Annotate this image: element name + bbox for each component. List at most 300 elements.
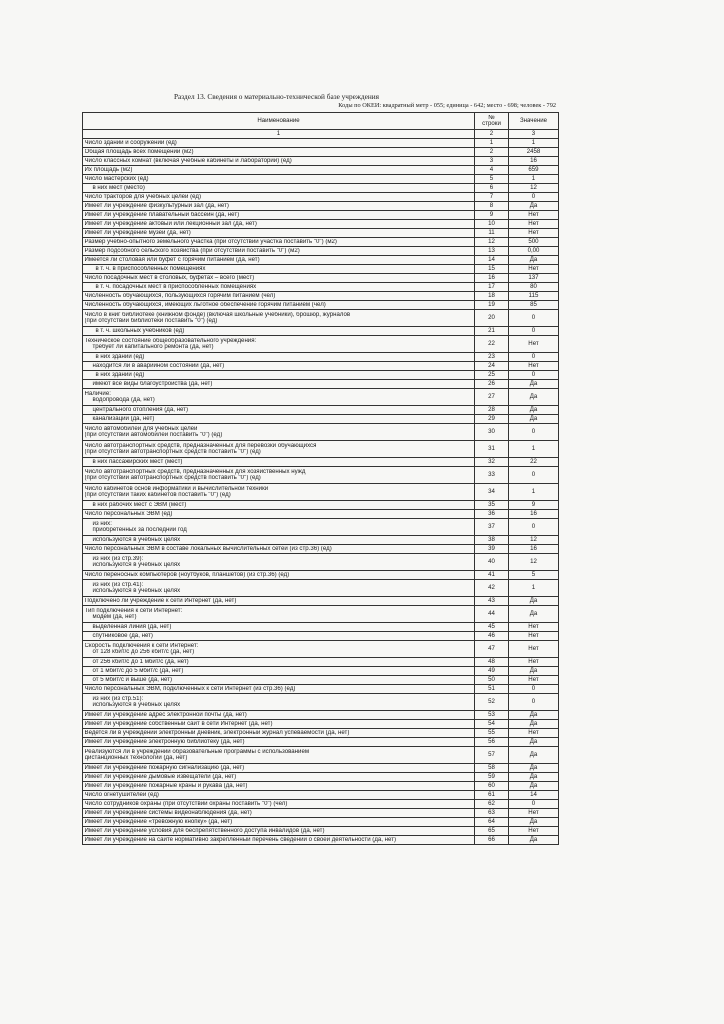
row-label-line: используются в учебных целях bbox=[92, 702, 181, 708]
row-label-line: Имеет ли учреждение музей (да, нет) bbox=[84, 229, 191, 236]
row-value: Да bbox=[509, 747, 559, 764]
row-value: Нет bbox=[509, 632, 559, 641]
row-number: 55 bbox=[475, 729, 509, 738]
row-number: 44 bbox=[475, 606, 509, 623]
row-value: Да bbox=[509, 380, 559, 389]
row-number: 31 bbox=[475, 441, 509, 458]
table-row bbox=[83, 536, 559, 545]
row-number: 25 bbox=[475, 371, 509, 380]
row-label bbox=[83, 510, 475, 519]
row-label-line: из них (из стр.51): bbox=[92, 695, 144, 702]
table-row bbox=[83, 836, 559, 845]
row-label bbox=[83, 265, 475, 274]
row-label bbox=[83, 658, 475, 667]
table-row bbox=[83, 623, 559, 632]
row-number: 50 bbox=[475, 676, 509, 685]
table-row bbox=[83, 827, 559, 836]
table-row bbox=[83, 729, 559, 738]
row-label-line: находится ли в аварийном состоянии (да, нет) bbox=[92, 362, 225, 369]
row-label-line: (при отсутствии автотранспортных средств поставить "0") (ед) bbox=[84, 449, 261, 455]
row-label-line: Имеет ли учреждение актовый или лекционный зал (да, нет) bbox=[84, 220, 257, 227]
row-number: 11 bbox=[475, 229, 509, 238]
row-label bbox=[83, 791, 475, 800]
row-value: 0 bbox=[509, 694, 559, 711]
table-row bbox=[83, 415, 559, 424]
table-row bbox=[83, 667, 559, 676]
row-value: 2458 bbox=[509, 148, 559, 157]
row-label bbox=[83, 193, 475, 202]
row-label-line: Размер подсобного сельского хозяйства (при отсутствии поставить "0") (м2) bbox=[84, 247, 300, 254]
row-value: Да bbox=[509, 389, 559, 406]
table-row bbox=[83, 467, 559, 484]
row-number: 52 bbox=[475, 694, 509, 711]
table-row bbox=[83, 571, 559, 580]
row-label-line: Число классных комнат (включая учебные кабинеты и лаборатории) (ед) bbox=[84, 157, 292, 164]
column-index-1: 1 bbox=[83, 130, 475, 139]
row-label-line: (при отсутствии таких кабинетов поставить "0") (ед) bbox=[84, 492, 231, 498]
row-label-line: Размер учебно-опытного земельного участка (при отсутствии участка поставить "0") (м2) bbox=[84, 238, 337, 245]
row-label-line: Реализуются ли в учреждении образовательные программы с использованием bbox=[84, 748, 310, 755]
row-label-line: Имеет ли учреждение «тревожную кнопку» (да, нет) bbox=[84, 818, 233, 825]
row-label bbox=[83, 667, 475, 676]
row-label bbox=[83, 202, 475, 211]
row-number: 2 bbox=[475, 148, 509, 157]
header-row-no-line2: строки bbox=[482, 121, 501, 127]
table-row bbox=[83, 545, 559, 554]
table-row bbox=[83, 501, 559, 510]
row-label bbox=[83, 818, 475, 827]
row-number: 6 bbox=[475, 184, 509, 193]
row-number: 33 bbox=[475, 467, 509, 484]
row-label-line: Имеется ли столовая или буфет с горячим питанием (да, нет) bbox=[84, 256, 260, 263]
row-label-line: Имеет ли учреждение электронную библиотеку (да, нет) bbox=[84, 738, 245, 745]
row-label bbox=[83, 353, 475, 362]
row-label-line: Ведется ли в учреждении электронный дневник, электронный журнал успеваемости (да, нет) bbox=[84, 729, 350, 736]
row-number: 19 bbox=[475, 301, 509, 310]
table-row bbox=[83, 184, 559, 193]
row-label-line: используются в учебных целях bbox=[92, 562, 181, 568]
table-row bbox=[83, 362, 559, 371]
row-value: 16 bbox=[509, 510, 559, 519]
row-label-line: Имеет ли учреждение физкультурный зал (да, нет) bbox=[84, 202, 229, 209]
row-number: 26 bbox=[475, 380, 509, 389]
row-label-line: Число посадочных мест в столовых, буфетах – всего (мест) bbox=[84, 274, 255, 281]
row-label bbox=[83, 711, 475, 720]
row-label-line: модем (да, нет) bbox=[92, 614, 137, 620]
row-number: 9 bbox=[475, 211, 509, 220]
row-number: 42 bbox=[475, 580, 509, 597]
row-label-line: (при отсутствии автотранспортных средств поставить "0") (ед) bbox=[84, 475, 261, 481]
table-row bbox=[83, 247, 559, 256]
row-label bbox=[83, 371, 475, 380]
table-row bbox=[83, 641, 559, 658]
row-number: 10 bbox=[475, 220, 509, 229]
header-row-no bbox=[475, 113, 509, 130]
table-row bbox=[83, 818, 559, 827]
row-number: 32 bbox=[475, 458, 509, 467]
row-label-line: от 128 кбит/с до 256 кбит/с (да, нет) bbox=[92, 649, 195, 655]
row-value: 0 bbox=[509, 327, 559, 336]
row-label-line: Число автотранспортных средств, предназначенных для перевозки обучающихся bbox=[84, 442, 317, 449]
row-label-line: Число мастерских (ед) bbox=[84, 175, 149, 182]
row-value: 12 bbox=[509, 184, 559, 193]
table-row bbox=[83, 580, 559, 597]
row-label bbox=[83, 424, 475, 441]
table-row bbox=[83, 800, 559, 809]
row-label-line: от 5 мбит/с и выше (да, нет) bbox=[92, 676, 172, 683]
row-label bbox=[83, 729, 475, 738]
row-value: 0 bbox=[509, 685, 559, 694]
row-number: 38 bbox=[475, 536, 509, 545]
table-row bbox=[83, 327, 559, 336]
row-number: 48 bbox=[475, 658, 509, 667]
row-label bbox=[83, 764, 475, 773]
table-row bbox=[83, 519, 559, 536]
row-value: 115 bbox=[509, 292, 559, 301]
table-row bbox=[83, 711, 559, 720]
table-row bbox=[83, 406, 559, 415]
row-value: Да bbox=[509, 597, 559, 606]
row-label bbox=[83, 827, 475, 836]
row-value: Нет bbox=[509, 362, 559, 371]
table-body bbox=[83, 139, 559, 845]
row-value: Да bbox=[509, 406, 559, 415]
row-value: Нет bbox=[509, 211, 559, 220]
row-label bbox=[83, 685, 475, 694]
row-label-line: Наличие: bbox=[84, 390, 111, 397]
row-label bbox=[83, 632, 475, 641]
table-row bbox=[83, 148, 559, 157]
row-label bbox=[83, 148, 475, 157]
row-label-line: Имеет ли учреждение пожарные краны и рукава (да, нет) bbox=[84, 782, 248, 789]
row-value: Нет bbox=[509, 809, 559, 818]
table-row bbox=[83, 139, 559, 148]
row-value: Да bbox=[509, 773, 559, 782]
row-value: Да bbox=[509, 782, 559, 791]
row-label bbox=[83, 545, 475, 554]
row-number: 7 bbox=[475, 193, 509, 202]
row-label-line: от 256 кбит/с до 1 мбит/с (да, нет) bbox=[92, 658, 189, 665]
row-number: 28 bbox=[475, 406, 509, 415]
row-number: 41 bbox=[475, 571, 509, 580]
table-row bbox=[83, 484, 559, 501]
row-label bbox=[83, 256, 475, 265]
table-row bbox=[83, 211, 559, 220]
row-label bbox=[83, 389, 475, 406]
table-row bbox=[83, 202, 559, 211]
table-row bbox=[83, 658, 559, 667]
row-label-line: используются в учебных целях bbox=[92, 536, 181, 543]
row-label bbox=[83, 336, 475, 353]
row-number: 61 bbox=[475, 791, 509, 800]
row-number: 62 bbox=[475, 800, 509, 809]
row-value: 22 bbox=[509, 458, 559, 467]
row-value: Да bbox=[509, 836, 559, 845]
row-label-line: Число автотранспортных средств, предназначенных для хозяйственных нужд bbox=[84, 468, 306, 475]
table-row bbox=[83, 694, 559, 711]
row-label bbox=[83, 274, 475, 283]
row-label-line: Подключено ли учреждение к сети Интернет (да, нет) bbox=[84, 597, 237, 604]
row-value: Да bbox=[509, 764, 559, 773]
row-value: 0 bbox=[509, 371, 559, 380]
table-row bbox=[83, 229, 559, 238]
row-label-line: Число переносных компьютеров (ноутбуков, планшетов) (из стр.36) (ед) bbox=[84, 571, 290, 578]
row-number: 20 bbox=[475, 310, 509, 327]
row-label bbox=[83, 554, 475, 571]
row-number: 65 bbox=[475, 827, 509, 836]
row-label-line: требует ли капитального ремонта (да, нет) bbox=[92, 344, 214, 350]
row-label bbox=[83, 484, 475, 501]
row-label bbox=[83, 738, 475, 747]
row-number: 29 bbox=[475, 415, 509, 424]
row-label-line: водопровода (да, нет) bbox=[92, 397, 155, 403]
row-label bbox=[83, 292, 475, 301]
row-label-line: в них зданий (ед) bbox=[95, 371, 145, 378]
row-value: 659 bbox=[509, 166, 559, 175]
row-label-line: Численность обучающихся, пользующихся горячим питанием (чел) bbox=[84, 292, 276, 299]
row-label-line: (при отсутствии библиотеки поставить "0") (ед) bbox=[84, 318, 218, 324]
table-row bbox=[83, 353, 559, 362]
header-value: Значение bbox=[509, 113, 559, 130]
row-label-line: канализации (да, нет) bbox=[92, 415, 155, 422]
row-label bbox=[83, 220, 475, 229]
row-label-line: имеют все виды благоустройства (да, нет) bbox=[92, 380, 213, 387]
row-value: Да bbox=[509, 415, 559, 424]
row-value: 0 bbox=[509, 519, 559, 536]
row-label-line: (при отсутствии автомобилей поставить "0") (ед) bbox=[84, 432, 223, 438]
row-label-line: выделенная линия (да, нет) bbox=[92, 623, 172, 630]
row-value: Да bbox=[509, 738, 559, 747]
table-row bbox=[83, 676, 559, 685]
row-label-line: Имеет ли учреждение собственный сайт в сети Интернет (да, нет) bbox=[84, 720, 273, 727]
row-value: 0 bbox=[509, 193, 559, 202]
row-label bbox=[83, 467, 475, 484]
row-number: 3 bbox=[475, 157, 509, 166]
row-number: 54 bbox=[475, 720, 509, 729]
row-label-line: используются в учебных целях bbox=[92, 588, 181, 594]
row-number: 12 bbox=[475, 238, 509, 247]
row-label bbox=[83, 773, 475, 782]
table-row bbox=[83, 809, 559, 818]
row-number: 30 bbox=[475, 424, 509, 441]
row-label-line: приобретенных за последний год bbox=[92, 527, 187, 533]
table-row bbox=[83, 782, 559, 791]
row-label bbox=[83, 229, 475, 238]
header-row-no-line1: № bbox=[488, 114, 495, 121]
table-row bbox=[83, 301, 559, 310]
row-label-line: Число зданий и сооружений (ед) bbox=[84, 139, 177, 146]
table-row bbox=[83, 175, 559, 184]
table-row bbox=[83, 166, 559, 175]
row-number: 34 bbox=[475, 484, 509, 501]
row-label-line: из них: bbox=[92, 520, 112, 527]
row-number: 46 bbox=[475, 632, 509, 641]
row-label bbox=[83, 641, 475, 658]
row-label bbox=[83, 809, 475, 818]
row-number: 49 bbox=[475, 667, 509, 676]
row-number: 43 bbox=[475, 597, 509, 606]
column-index-row bbox=[83, 130, 559, 139]
row-number: 37 bbox=[475, 519, 509, 536]
row-value: 85 bbox=[509, 301, 559, 310]
row-value: 12 bbox=[509, 554, 559, 571]
row-label bbox=[83, 800, 475, 809]
row-label bbox=[83, 836, 475, 845]
row-label bbox=[83, 166, 475, 175]
row-value: Нет bbox=[509, 641, 559, 658]
row-number: 24 bbox=[475, 362, 509, 371]
row-label bbox=[83, 747, 475, 764]
row-label-line: Общая площадь всех помещений (м2) bbox=[84, 148, 194, 155]
row-number: 45 bbox=[475, 623, 509, 632]
row-value: Нет bbox=[509, 658, 559, 667]
row-label bbox=[83, 458, 475, 467]
row-label bbox=[83, 501, 475, 510]
row-label bbox=[83, 139, 475, 148]
table-row bbox=[83, 256, 559, 265]
row-number: 21 bbox=[475, 327, 509, 336]
row-value: 0 bbox=[509, 353, 559, 362]
row-label bbox=[83, 580, 475, 597]
row-value: Нет bbox=[509, 220, 559, 229]
row-label-line: из них (из стр.41): bbox=[92, 581, 144, 588]
row-value: 9 bbox=[509, 501, 559, 510]
row-value: Нет bbox=[509, 265, 559, 274]
row-value: Нет bbox=[509, 623, 559, 632]
row-number: 14 bbox=[475, 256, 509, 265]
okei-codes: Коды по ОКЕИ: квадратный метр - 055; единица - 642; место - 698; человек - 792 bbox=[338, 102, 556, 109]
row-number: 27 bbox=[475, 389, 509, 406]
row-number: 23 bbox=[475, 353, 509, 362]
row-label-line: Число сотрудников охраны (при отсутствии охраны поставить "0") (чел) bbox=[84, 800, 288, 807]
row-label bbox=[83, 676, 475, 685]
table-row bbox=[83, 747, 559, 764]
table-header-row bbox=[83, 113, 559, 130]
row-number: 63 bbox=[475, 809, 509, 818]
table-row bbox=[83, 424, 559, 441]
row-label-line: Скорость подключения к сети Интернет: bbox=[84, 642, 199, 649]
row-number: 13 bbox=[475, 247, 509, 256]
table-row bbox=[83, 389, 559, 406]
row-label-line: Имеет ли учреждение условия для беспрепятственного доступа инвалидов (да, нет) bbox=[84, 827, 325, 834]
row-label-line: Число кабинетов основ информатики и вычислительной техники bbox=[84, 485, 269, 492]
table-row bbox=[83, 510, 559, 519]
row-label bbox=[83, 362, 475, 371]
row-value: Нет bbox=[509, 827, 559, 836]
table-row bbox=[83, 371, 559, 380]
row-value: Да bbox=[509, 202, 559, 211]
row-label-line: в них мест (место) bbox=[92, 184, 145, 191]
row-label-line: в т. ч. посадочных мест в приспособленных помещениях bbox=[95, 283, 257, 290]
table-row bbox=[83, 764, 559, 773]
row-number: 4 bbox=[475, 166, 509, 175]
table-row bbox=[83, 458, 559, 467]
row-value: Нет bbox=[509, 229, 559, 238]
row-label bbox=[83, 301, 475, 310]
row-label bbox=[83, 606, 475, 623]
row-number: 56 bbox=[475, 738, 509, 747]
row-value: 0 bbox=[509, 467, 559, 484]
row-value: 0 bbox=[509, 310, 559, 327]
row-label-line: Число автомобилей для учебных целей bbox=[84, 425, 198, 432]
row-value: 1 bbox=[509, 175, 559, 184]
row-label bbox=[83, 720, 475, 729]
table-row bbox=[83, 193, 559, 202]
row-value: Нет bbox=[509, 336, 559, 353]
table-row bbox=[83, 157, 559, 166]
row-number: 51 bbox=[475, 685, 509, 694]
row-label bbox=[83, 157, 475, 166]
table-row bbox=[83, 554, 559, 571]
section-title: Раздел 13. Сведения о материально-технической базе учреждения bbox=[174, 92, 380, 101]
row-label-line: спутниковое (да, нет) bbox=[92, 632, 153, 639]
table-row bbox=[83, 238, 559, 247]
table-row bbox=[83, 283, 559, 292]
column-index-3: 3 bbox=[509, 130, 559, 139]
row-value: 0 bbox=[509, 800, 559, 809]
row-label-line: Число тракторов для учебных целей (ед) bbox=[84, 193, 201, 200]
row-label bbox=[83, 536, 475, 545]
row-label-line: в т. ч. в приспособленных помещениях bbox=[95, 265, 206, 272]
row-number: 18 bbox=[475, 292, 509, 301]
row-label bbox=[83, 310, 475, 327]
row-label bbox=[83, 283, 475, 292]
table-row bbox=[83, 220, 559, 229]
row-label-line: Имеет ли учреждение на сайте нормативно закрепленный перечень сведений о своей деятельности (да, нет) bbox=[84, 836, 397, 843]
table-row bbox=[83, 606, 559, 623]
row-number: 36 bbox=[475, 510, 509, 519]
row-value: Да bbox=[509, 711, 559, 720]
row-label-line: Число персональных ЭВМ (ед) bbox=[84, 510, 173, 517]
row-label bbox=[83, 782, 475, 791]
column-index-2: 2 bbox=[475, 130, 509, 139]
row-value: 137 bbox=[509, 274, 559, 283]
row-value: Да bbox=[509, 818, 559, 827]
table-row bbox=[83, 738, 559, 747]
row-label bbox=[83, 571, 475, 580]
row-label-line: центрального отопления (да, нет) bbox=[92, 406, 189, 413]
row-label bbox=[83, 623, 475, 632]
table-row bbox=[83, 597, 559, 606]
row-number: 59 bbox=[475, 773, 509, 782]
row-number: 16 bbox=[475, 274, 509, 283]
row-value: 0 bbox=[509, 424, 559, 441]
table-row bbox=[83, 685, 559, 694]
row-label-line: Имеет ли учреждение адрес электронной почты (да, нет) bbox=[84, 711, 247, 718]
row-number: 40 bbox=[475, 554, 509, 571]
row-label bbox=[83, 597, 475, 606]
row-number: 39 bbox=[475, 545, 509, 554]
row-number: 53 bbox=[475, 711, 509, 720]
table-row bbox=[83, 274, 559, 283]
row-label bbox=[83, 327, 475, 336]
table-row bbox=[83, 441, 559, 458]
row-number: 22 bbox=[475, 336, 509, 353]
row-value: Нет bbox=[509, 729, 559, 738]
row-number: 47 bbox=[475, 641, 509, 658]
row-label-line: Численность обучающихся, имеющих льготное обеспечение горячим питанием (чел) bbox=[84, 301, 326, 308]
row-label bbox=[83, 406, 475, 415]
row-value: Нет bbox=[509, 676, 559, 685]
row-value: 1 bbox=[509, 139, 559, 148]
row-value: 14 bbox=[509, 791, 559, 800]
row-number: 57 bbox=[475, 747, 509, 764]
row-number: 1 bbox=[475, 139, 509, 148]
table-row bbox=[83, 632, 559, 641]
row-label-line: в т. ч. школьных учебников (ед) bbox=[95, 327, 185, 334]
row-value: Да bbox=[509, 667, 559, 676]
row-value: 16 bbox=[509, 545, 559, 554]
